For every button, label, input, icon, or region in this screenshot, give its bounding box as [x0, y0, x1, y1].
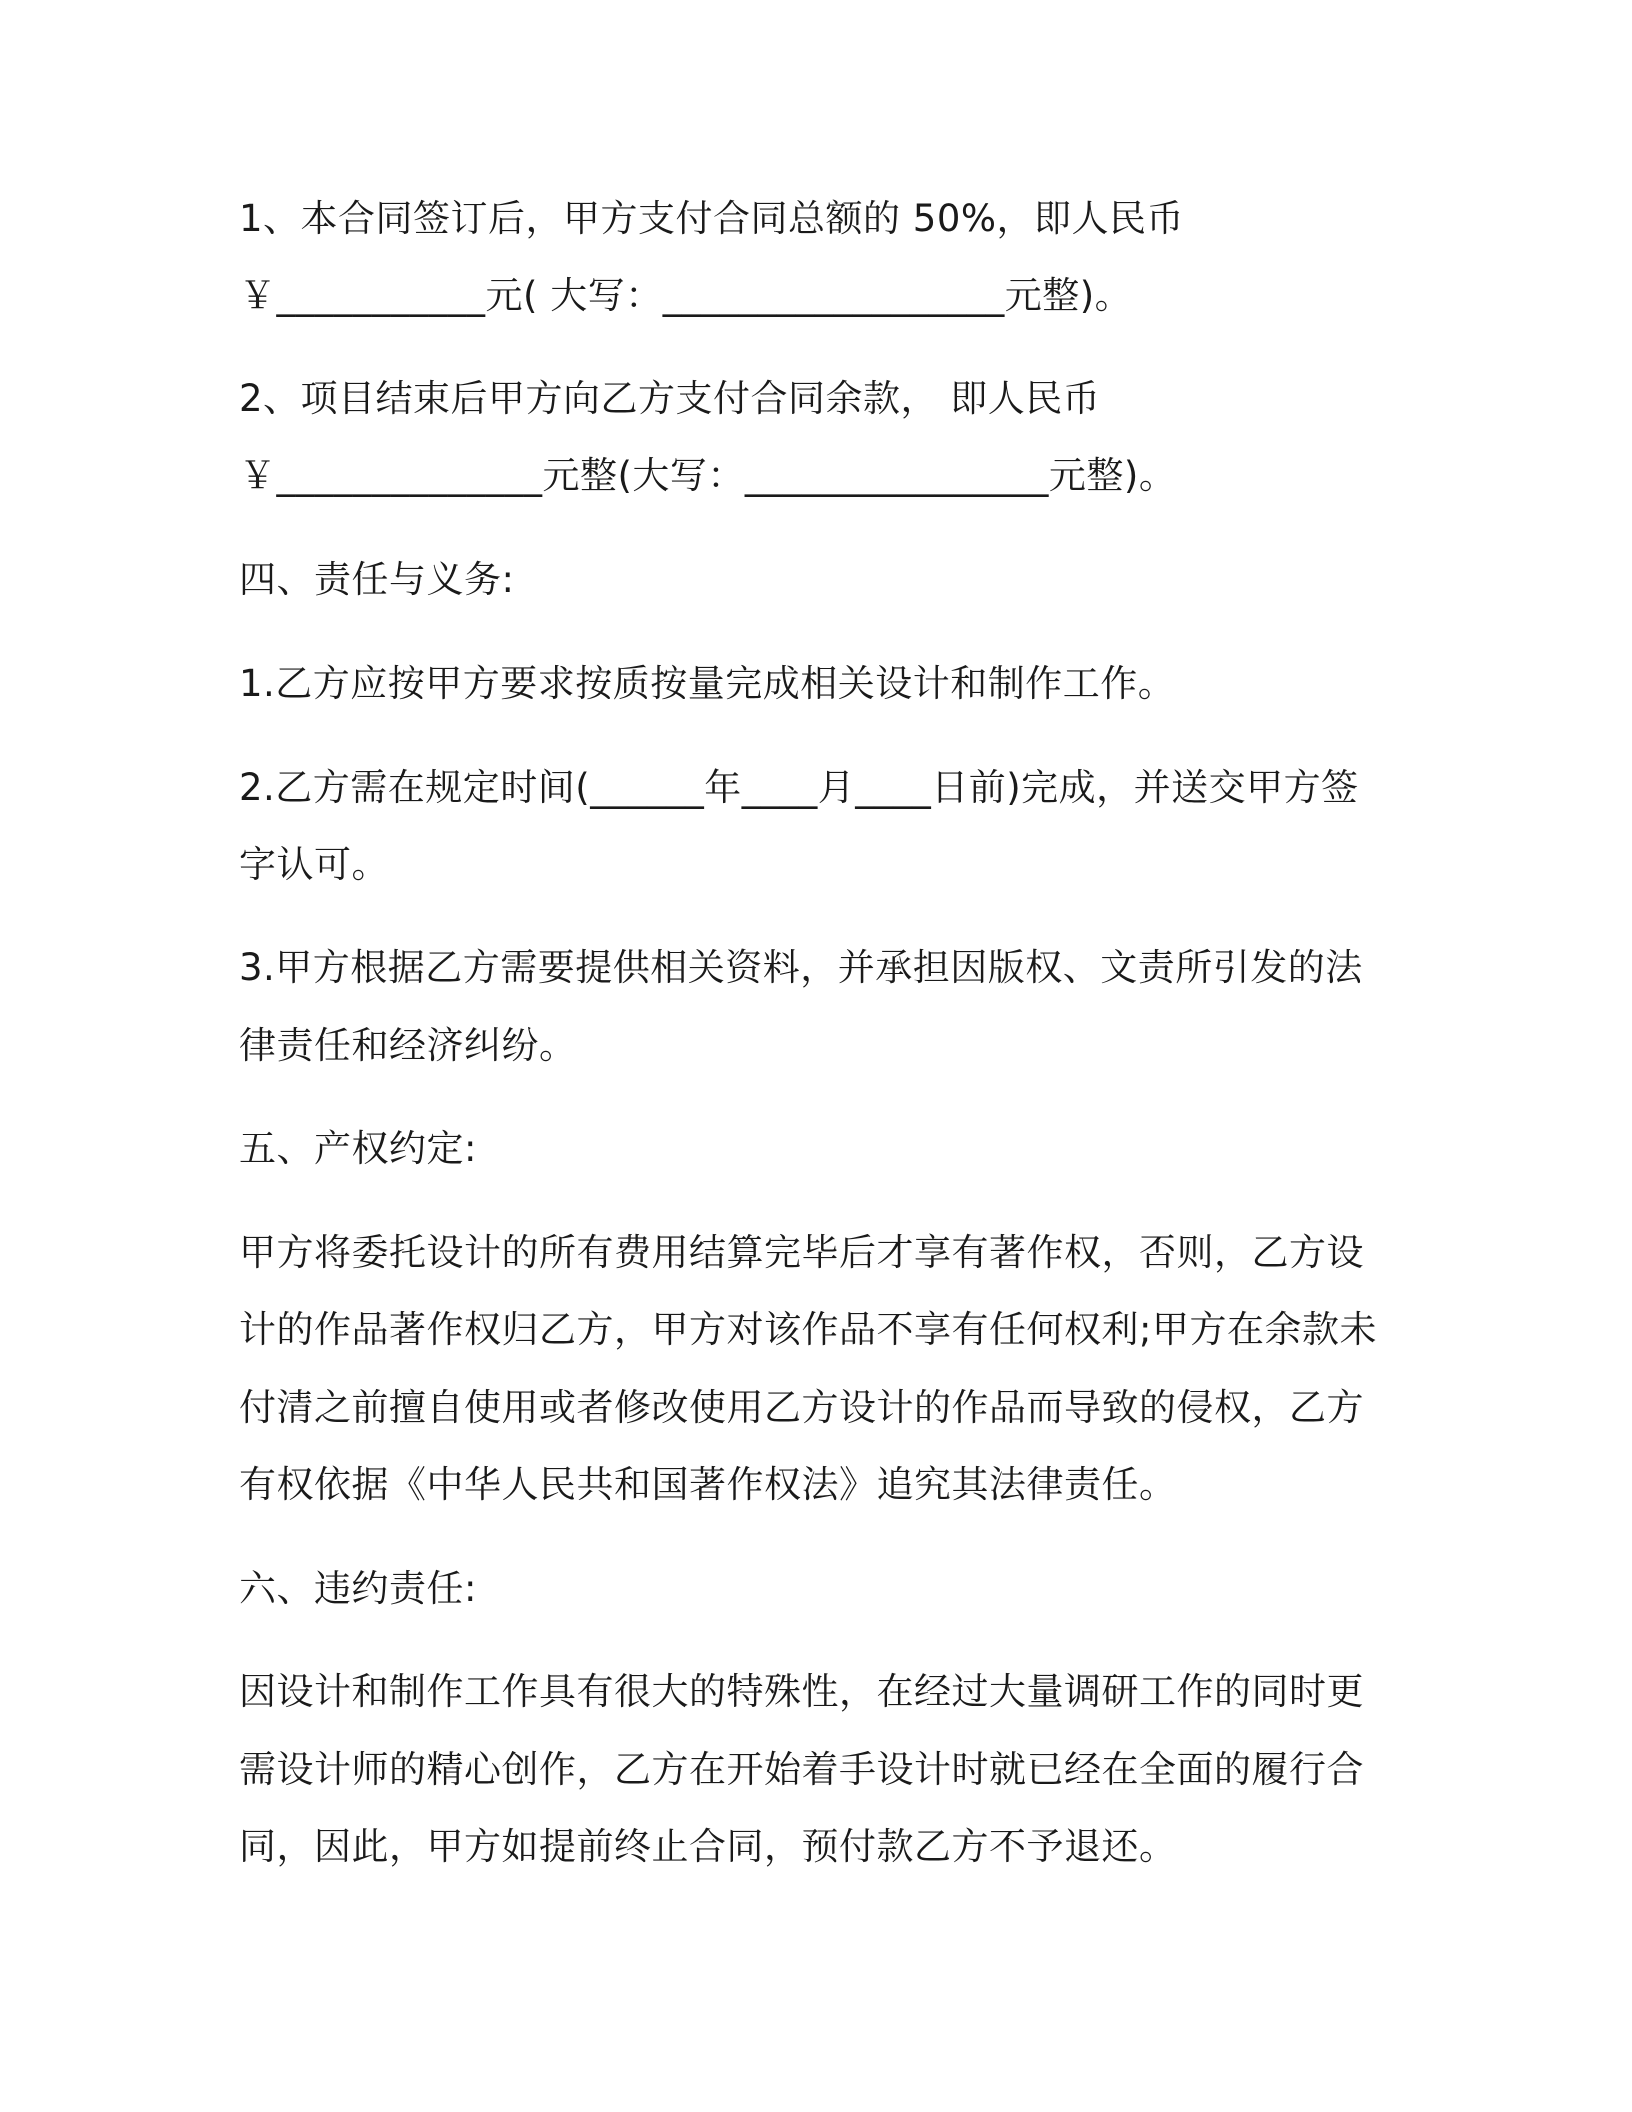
payment-clause-2-amount: ￥______________元整(大写：________________元整)。 — [239, 454, 1177, 497]
payment-clause-1: 1、本合同签订后，甲方支付合同总额的 50%，即人民币 — [239, 197, 1185, 240]
duty-item-2-continued: 字认可。 — [239, 843, 389, 886]
section-heading-ownership: 五、产权约定: — [239, 1127, 477, 1170]
ownership-paragraph-line-4: 有权依据《中华人民共和国著作权法》追究其法律责任。 — [239, 1463, 1177, 1506]
section-heading-breach: 六、违约责任: — [239, 1567, 477, 1610]
section-heading-duties: 四、责任与义务: — [239, 558, 515, 601]
duty-item-2: 2.乙方需在规定时间(______年____月____日前)完成，并送交甲方签 — [239, 766, 1359, 809]
payment-clause-2: 2、项目结束后甲方向乙方支付合同余款， 即人民币 — [239, 377, 1101, 420]
breach-paragraph-line-2: 需设计师的精心创作，乙方在开始着手设计时就已经在全面的履行合 — [239, 1748, 1364, 1791]
duty-item-1: 1.乙方应按甲方要求按质按量完成相关设计和制作工作。 — [239, 662, 1176, 705]
breach-paragraph-line-3: 同，因此，甲方如提前终止合同，预付款乙方不予退还。 — [239, 1825, 1177, 1868]
ownership-paragraph-line-2: 计的作品著作权归乙方，甲方对该作品不享有任何权利;甲方在余款未 — [239, 1308, 1377, 1351]
duty-item-3-continued: 律责任和经济纠纷。 — [239, 1024, 577, 1067]
breach-paragraph-line-1: 因设计和制作工作具有很大的特殊性，在经过大量调研工作的同时更 — [239, 1670, 1364, 1713]
ownership-paragraph-line-3: 付清之前擅自使用或者修改使用乙方设计的作品而导致的侵权，乙方 — [239, 1386, 1364, 1429]
duty-item-3: 3.甲方根据乙方需要提供相关资料，并承担因版权、文责所引发的法 — [239, 946, 1363, 989]
payment-clause-1-amount: ￥___________元( 大写：__________________元整)。 — [239, 274, 1133, 317]
ownership-paragraph-line-1: 甲方将委托设计的所有费用结算完毕后才享有著作权，否则，乙方设 — [239, 1231, 1364, 1274]
